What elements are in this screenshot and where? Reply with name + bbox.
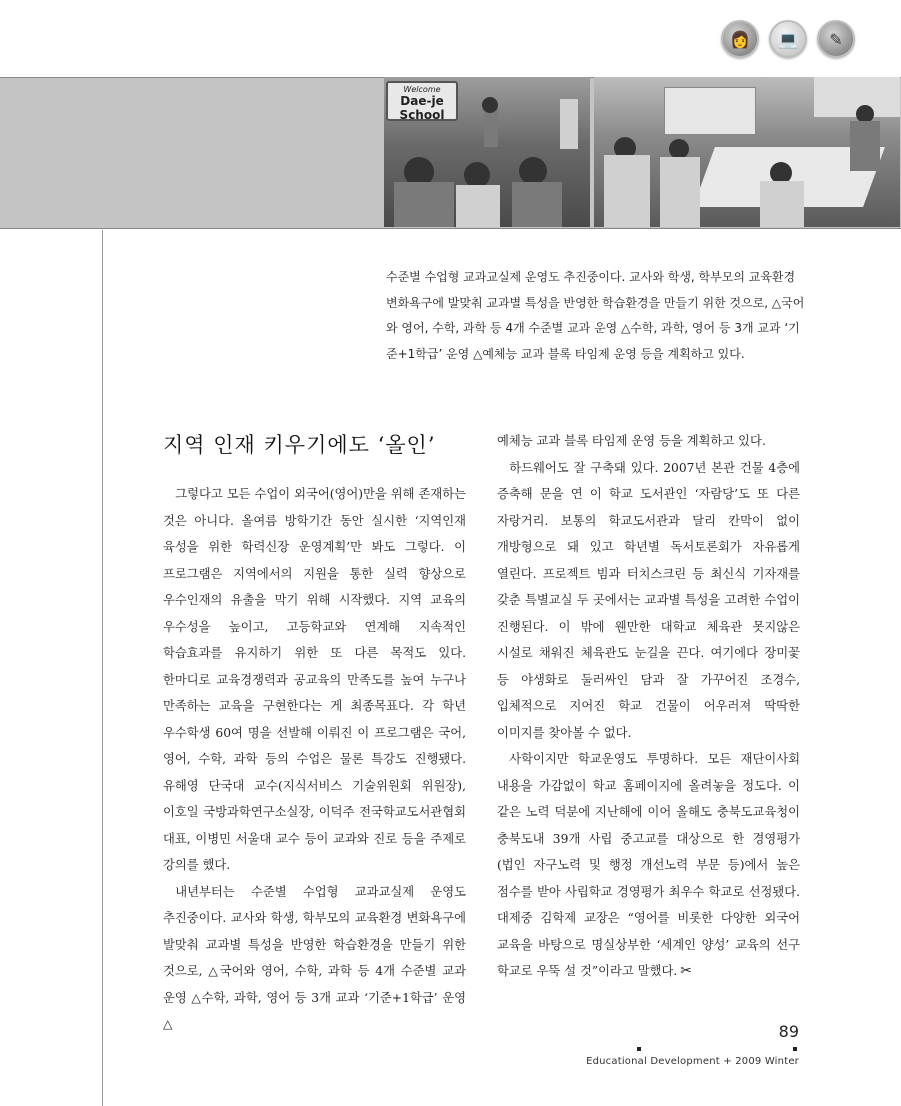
student-head <box>519 157 547 185</box>
computer-icon: 💻 <box>769 20 807 58</box>
intro-summary: 수준별 수업형 교과교실제 운영도 추진중이다. 교사와 학생, 학부모의 교육환경 변화욕구에 발맞춰 교과별 특성을 반영한 학습환경을 만들기 위한 것으로, △국어와 영어, 수학, 과학 등 4개 수준별 교과 운영 △수학, 과학, 영어 등 3개 교과 ‘기준+1학급’ 운영 △예체능 교과 블록 타임제 운영 등을 계획하고 있다. <box>386 270 805 361</box>
student-body <box>512 182 562 227</box>
footer-square-mark <box>637 1047 641 1051</box>
teacher-figure <box>484 107 498 147</box>
teacher-figure <box>850 121 880 171</box>
page-number: 89 <box>778 1022 799 1041</box>
school-welcome-sign <box>386 81 458 121</box>
article-paragraph: 하드웨어도 잘 구축돼 있다. 2007년 본관 건물 4층에 증축해 문을 연 이 학교 도서관인 ‘자람당’도 또 다른 자랑거리. 보통의 학교도서관과 달리 칸막이 없이 개방형으로 돼 있고 학년별 독서토론회가 자유롭게 열린다. 프로젝트 빔과 터치스크린 등 최신식 기자재를 갖춘 특별교실 두 곳에서는 교과별 특성을 고려한 수업이 진행된다. 이 밖에 웬만한 대학교 체육관 못지않은 시설로 채워진 체육관도 눈길을 끈다. 여기에다 장미꽃 등 야생화로 둘러싸인 담과 잘 가꾸어진 조경수, 입체적으로 지어진 학교 건물이 어우러져 딱딱한 이미지를 찾아볼 수 없다. <box>497 460 800 740</box>
student-body <box>604 155 650 227</box>
footer-square-mark <box>793 1047 797 1051</box>
article-column-left <box>163 481 466 1038</box>
student-body <box>760 181 804 227</box>
section-title: 지역 인재 키우기에도 ‘올인’ <box>163 433 436 457</box>
adult-figure <box>560 99 578 149</box>
classroom-icon: ✎ <box>817 20 855 58</box>
teacher-head <box>482 97 498 113</box>
header-icon-group <box>721 20 855 58</box>
article-paragraph: 내년부터는 수준별 수업형 교과교실제 운영도 추진중이다. 교사와 학생, 학부모의 교육환경 변화욕구에 발맞춰 교과별 특성을 반영한 학습환경을 만들기 위한 것으로, △국어와 영어, 수학, 과학 등 4개 수준별 교과 운영 △수학, 과학, 영어 등 3개 교과 ‘기준+1학급’ 운영 △ <box>163 884 466 1031</box>
article-paragraph <box>497 746 800 985</box>
student-body <box>394 182 454 227</box>
teacher-icon: 👩 <box>721 20 759 58</box>
student-head <box>669 139 689 159</box>
sign-welcome-text: Welcome <box>403 85 441 94</box>
student-body <box>456 185 500 227</box>
article-closing-text: 사학이지만 학교운영도 투명하다. 모든 재단이사회 내용을 가감없이 학교 홈페이지에 올려놓을 정도다. 이 같은 노력 덕분에 지난해에 이어 올해도 충북도교육청이 충북도내 39개 사립 중고교를 대상으로 한 경영평가(법인 자구노력 및 행정 개선노력 부문 등)에서 높은 점수를 받아 사립학교 경영평가 최우수 학교로 선정됐다. 대제중 김학제 교장은 “영어를 비롯한 다양한 외국어 교육을 바탕으로 명실상부한 ‘세계인 양성’ 교육의 선구 학교로 우뚝 설 것”이라고 말했다. <box>497 752 800 978</box>
end-mark-icon: ✂ <box>680 963 692 979</box>
margin-rule <box>102 230 103 1106</box>
article-column-right <box>497 428 800 985</box>
publication-footer: Educational Development + 2009 Winter <box>586 1056 799 1067</box>
classroom-photo-welcome <box>384 77 590 227</box>
article-paragraph: 그렇다고 모든 수업이 외국어(영어)만을 위해 존재하는 것은 아니다. 올여름 방학기간 동안 실시한 ‘지역인재 육성을 위한 학력신장 운영계획’만 봐도 그렇다. 이 프로그램은 지역에서의 지원을 통한 실력 향상으로 우수인재의 유출을 막기 위해 시작했다. 지역 교육의 우수성을 높이고, 고등학교와 연계해 지속적인 학습효과를 유지하기 위한 또 다른 목적도 있다. 한마디로 교육경쟁력과 공교육의 만족도를 높여 누구나 만족하는 교육을 구현한다는 게 최종목표다. 각 학년 우수학생 60여 명을 선발해 이뤄진 이 프로그램은 국어, 영어, 수학, 과학 등의 수업은 물론 특강도 진행됐다. 유해영 단국대 교수(지식서비스 기술위원회 위원장), 이호일 국방과학연구소실장, 이덕주 전국학교도서관협회 대표, 이병민 서울대 교수 등이 교과와 진로 등을 주제로 강의를 했다. <box>163 487 466 872</box>
student-body <box>660 157 700 227</box>
article-paragraph: 예체능 교과 블록 타임제 운영 등을 계획하고 있다. <box>497 434 766 448</box>
classroom-photo-desks <box>594 77 900 227</box>
sign-school-name: Dae-je School <box>399 94 445 122</box>
whiteboard <box>664 87 756 135</box>
